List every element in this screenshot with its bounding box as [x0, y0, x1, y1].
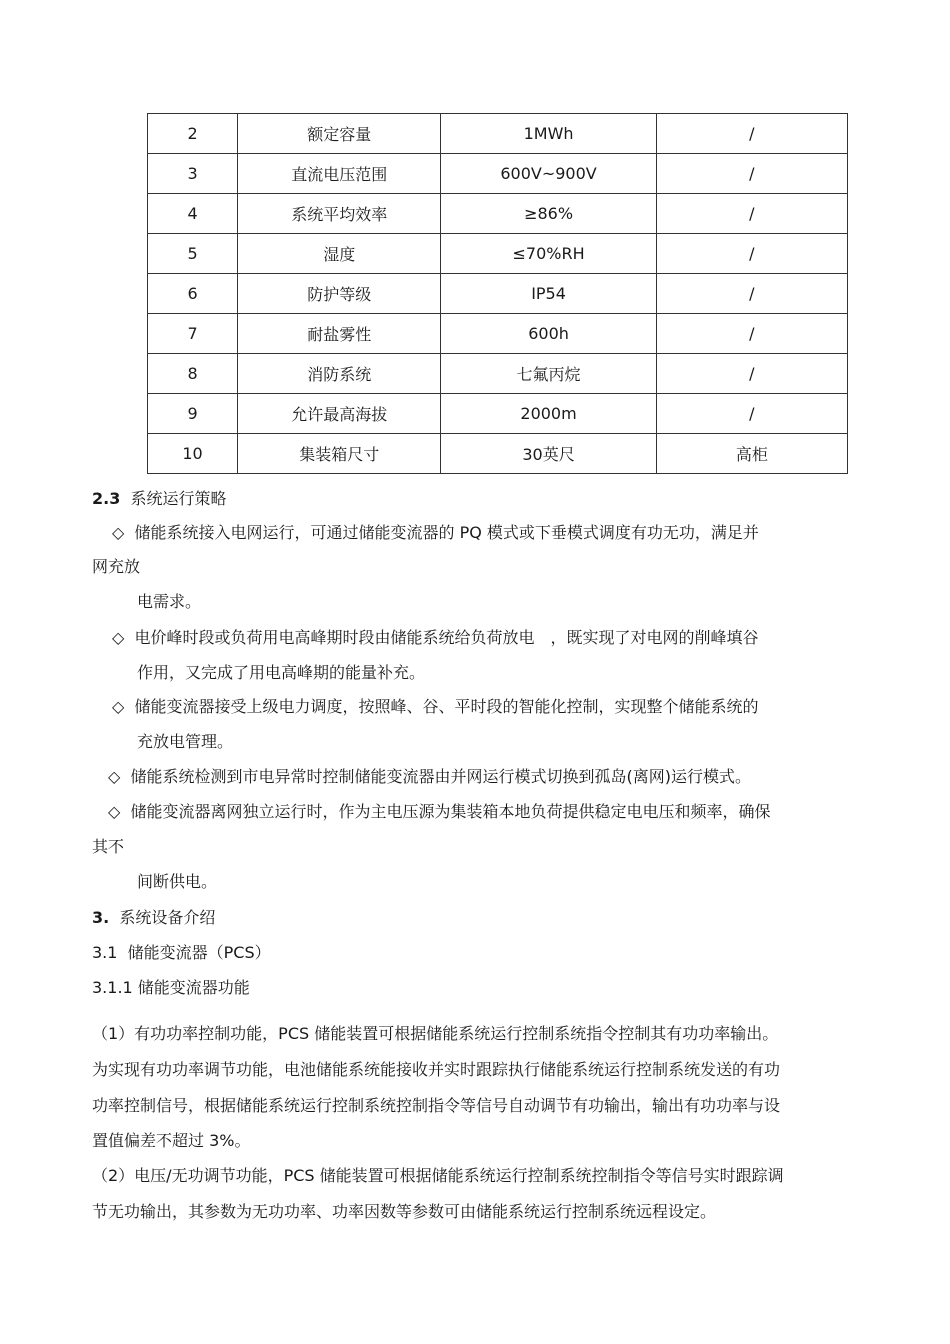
param-name: 耐盐雾性 [238, 314, 441, 354]
param-note: / [656, 114, 847, 154]
paragraph-1-line-1: ◇ 储能系统接入电网运行，可通过储能变流器的 PQ 模式或下垂模式调度有功无功，满足并 [112, 523, 759, 542]
section-title: 储能变流器（PCS） [127, 943, 271, 962]
row-number: 6 [148, 274, 238, 314]
para-1-line-4: 置值偏差不超过 3%。 [92, 1131, 251, 1150]
paragraph-4-line-1: ◇ 储能系统检测到市电异常时控制储能变流器由并网运行模式切换到孤岛(离网)运行模式。 [108, 767, 751, 786]
section-3-heading [92, 908, 215, 928]
param-name: 湿度 [238, 234, 441, 274]
table-row [148, 114, 848, 154]
param-value: 600h [441, 314, 656, 354]
param-note: 高柜 [656, 434, 847, 474]
row-number: 8 [148, 354, 238, 394]
spec-table [147, 113, 848, 474]
param-note: / [656, 154, 847, 194]
param-note: / [656, 234, 847, 274]
section-number: 3.1 [92, 943, 118, 962]
section-number: 2.3 [92, 489, 121, 508]
table-row [148, 274, 848, 314]
diamond-bullet-icon: ◇ [108, 802, 121, 821]
param-value: 七氟丙烷 [441, 354, 656, 394]
paragraph-1-line-3: 电需求。 [137, 592, 202, 611]
para-1-line-1: （1）有功功率控制功能，PCS 储能装置可根据储能系统运行控制系统指令控制其有功功率输出。 [92, 1024, 779, 1043]
row-number: 2 [148, 114, 238, 154]
para-2-line-2: 节无功输出，其参数为无功功率、功率因数等参数可由储能系统运行控制系统远程设定。 [92, 1202, 717, 1221]
table-row [148, 234, 848, 274]
param-name: 允许最高海拔 [238, 394, 441, 434]
row-number: 7 [148, 314, 238, 354]
para-2-line-1: （2）电压/无功调节功能，PCS 储能装置可根据储能系统运行控制系统控制指令等信号实时跟踪调 [92, 1166, 784, 1185]
param-value: IP54 [441, 274, 656, 314]
param-name: 额定容量 [238, 114, 441, 154]
param-note: / [656, 354, 847, 394]
param-value: ≥86% [441, 194, 656, 234]
para-1-line-3: 功率控制信号，根据储能系统运行控制系统控制指令等信号自动调节有功输出，输出有功功率与设 [92, 1096, 781, 1115]
param-value: ≤70%RH [441, 234, 656, 274]
param-name: 系统平均效率 [238, 194, 441, 234]
param-name: 直流电压范围 [238, 154, 441, 194]
param-note: / [656, 314, 847, 354]
diamond-bullet-icon: ◇ [112, 628, 125, 647]
param-value: 1MWh [441, 114, 656, 154]
paragraph-5-line-3: 间断供电。 [137, 872, 218, 891]
row-number: 5 [148, 234, 238, 274]
paragraph-5-line-1: ◇ 储能变流器离网独立运行时，作为主电压源为集装箱本地负荷提供稳定电电压和频率，确保 [108, 802, 771, 821]
para-1-line-2: 为实现有功功率调节功能，电池储能系统能接收并实时跟踪执行储能系统运行控制系统发送的有功 [92, 1060, 781, 1079]
section-3-1-1-heading: 3.1.1 储能变流器功能 [92, 978, 250, 997]
table-row [148, 434, 848, 474]
section-2-3-heading [92, 489, 227, 509]
param-value: 30英尺 [441, 434, 656, 474]
table-row [148, 354, 848, 394]
paragraph-3-line-1: ◇ 储能变流器接受上级电力调度，按照峰、谷、平时段的智能化控制，实现整个储能系统的 [112, 697, 759, 716]
section-number: 3. [92, 908, 110, 927]
param-name: 防护等级 [238, 274, 441, 314]
paragraph-3-line-2: 充放电管理。 [137, 732, 234, 751]
table-row [148, 154, 848, 194]
param-value: 600V~900V [441, 154, 656, 194]
param-name: 集装箱尺寸 [238, 434, 441, 474]
paragraph-2-line-1: ◇ 电价峰时段或负荷用电高峰期时段由储能系统给负荷放电 ，既实现了对电网的削峰填谷 [112, 628, 759, 647]
diamond-bullet-icon: ◇ [108, 767, 121, 786]
paragraph-5-line-2: 其不 [92, 837, 125, 856]
row-number: 3 [148, 154, 238, 194]
paragraph-2-line-2: 作用，又完成了用电高峰期的能量补充。 [137, 663, 426, 682]
section-title: 系统运行策略 [130, 489, 227, 508]
section-3-1-heading [92, 943, 271, 963]
diamond-bullet-icon: ◇ [112, 523, 125, 542]
diamond-bullet-icon: ◇ [112, 697, 125, 716]
table-row [148, 314, 848, 354]
row-number: 9 [148, 394, 238, 434]
paragraph-1-line-2: 网充放 [92, 557, 141, 576]
table-row [148, 194, 848, 234]
row-number: 4 [148, 194, 238, 234]
param-value: 2000m [441, 394, 656, 434]
param-note: / [656, 274, 847, 314]
param-name: 消防系统 [238, 354, 441, 394]
row-number: 10 [148, 434, 238, 474]
param-note: / [656, 394, 847, 434]
table-row [148, 394, 848, 434]
param-note: / [656, 194, 847, 234]
section-title: 系统设备介绍 [119, 908, 216, 927]
